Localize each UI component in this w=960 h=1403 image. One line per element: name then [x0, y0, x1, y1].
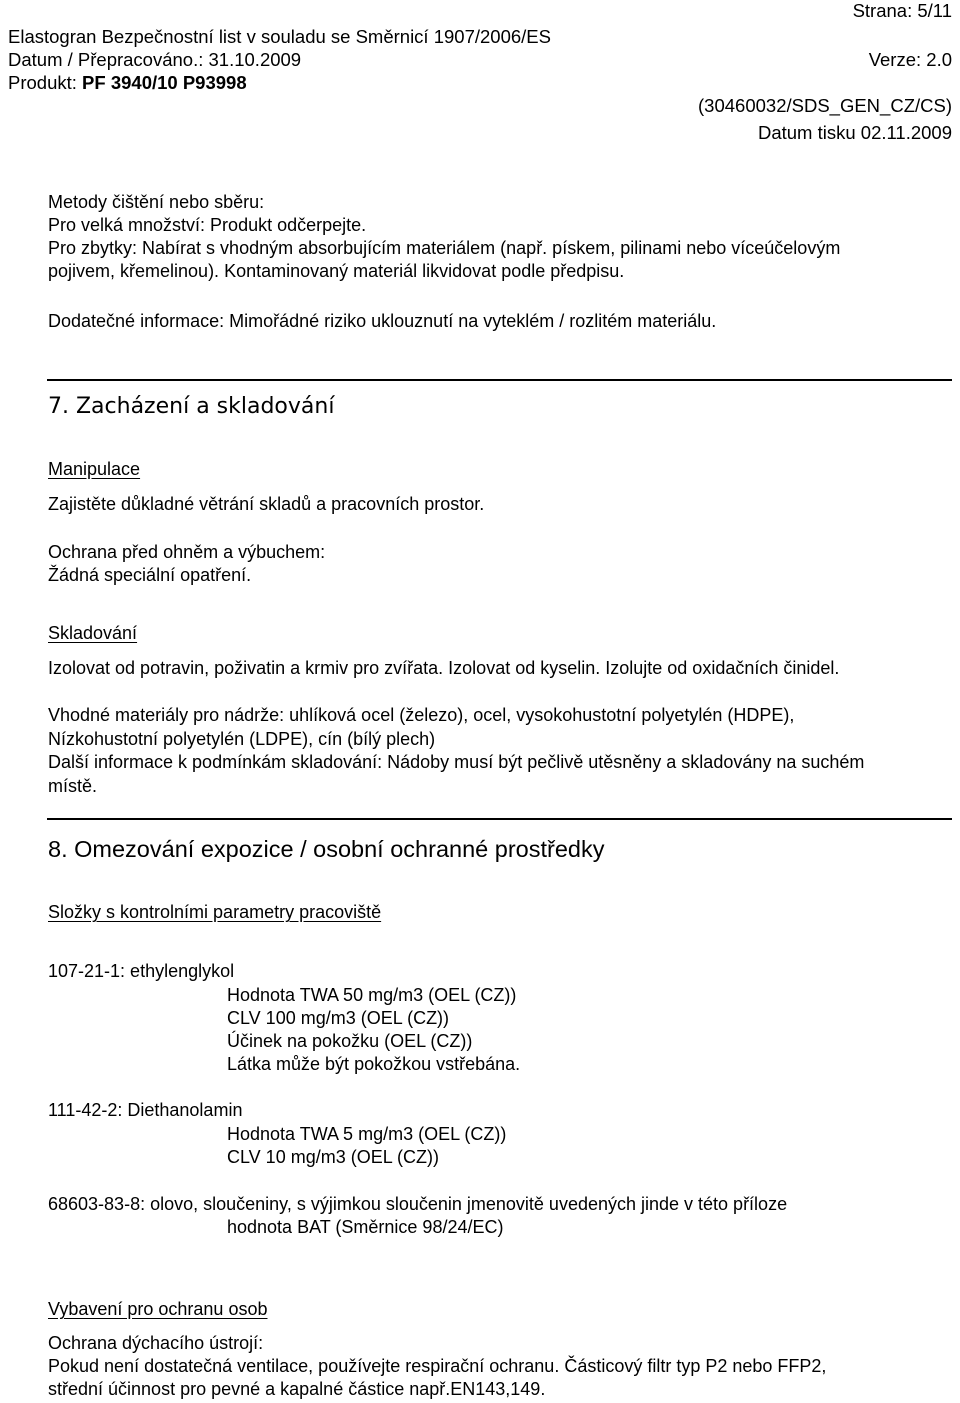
- substance-value: CLV 10 mg/m3 (OEL (CZ)): [227, 1147, 440, 1167]
- ppe-title: Vybavení pro ochranu osob: [48, 1299, 268, 1319]
- substance-name: 111-42-2: Diethanolamin: [48, 1100, 243, 1120]
- substance-value: CLV 100 mg/m3 (OEL (CZ)): [227, 1008, 450, 1028]
- materials-line-1: Vhodné materiály pro nádrže: uhlíková ocel (železo), ocel, vysokohustotní polyetylén (HDPE),: [48, 705, 795, 725]
- product-line: [8, 74, 247, 93]
- substance-value: Hodnota TWA 50 mg/m3 (OEL (CZ)): [227, 985, 517, 1005]
- respiratory-text-line-2: střední účinnost pro pevné a kapalné částice např.EN143,149.: [48, 1379, 546, 1399]
- cleanup-residue-line-1: Pro zbytky: Nabírat s vhodným absorbujícím materiálem (např. pískem, pilinami nebo víceúčelovým: [48, 238, 841, 258]
- revision-date: Datum / Přepracováno.: 31.10.2009: [8, 49, 302, 70]
- respiratory-text-line-1: Pokud není dostatečná ventilace, používejte respirační ochranu. Částicový filtr typ P2 nebo FFP2,: [48, 1356, 827, 1376]
- version: Verze: 2.0: [868, 49, 952, 70]
- storage-title: Skladování: [48, 623, 138, 643]
- respiratory-title: Ochrana dýchacího ústrojí:: [48, 1333, 264, 1353]
- storage-text: Izolovat od potravin, poživatin a krmiv pro zvířata. Izolovat od kyselin. Izolujte od oxidačních činidel.: [48, 658, 840, 678]
- product-label: Produkt:: [8, 72, 83, 93]
- section-8-heading: 8. Omezování expozice / osobní ochranné prostředky: [48, 836, 605, 862]
- section-divider: [47, 818, 952, 820]
- substance-value: Účinek na pokožku (OEL (CZ)): [227, 1031, 473, 1051]
- cleanup-methods-title: Metody čištění nebo sběru:: [48, 192, 265, 212]
- handling-title: Manipulace: [48, 459, 141, 479]
- cleanup-extra-info: Dodatečné informace: Mimořádné riziko uklouznutí na vyteklém / rozlitém materiálu.: [48, 311, 717, 331]
- substance-value: Látka může být pokožkou vstřebána.: [227, 1054, 521, 1074]
- handling-text: Zajistěte důkladné větrání skladů a pracovních prostor.: [48, 494, 485, 514]
- components-title: Složky s kontrolními parametry pracoviště: [48, 902, 382, 922]
- fire-protection-title: Ochrana před ohněm a výbuchem:: [48, 542, 326, 562]
- substance-value: hodnota BAT (Směrnice 98/24/EC): [227, 1217, 504, 1237]
- cleanup-large-amounts: Pro velká množství: Produkt odčerpejte.: [48, 215, 367, 235]
- section-7-heading: 7. Zacházení a skladování: [48, 394, 335, 419]
- substance-name: 107-21-1: ethylenglykol: [48, 961, 235, 981]
- print-date: Datum tisku 02.11.2009: [757, 122, 952, 143]
- section-divider: [47, 379, 952, 381]
- product-value: PF 3940/10 P93998: [82, 72, 247, 93]
- substance-value: Hodnota TWA 5 mg/m3 (OEL (CZ)): [227, 1124, 507, 1144]
- storage-further-line-2: místě.: [48, 776, 98, 796]
- document-title: Elastogran Bezpečnostní list v souladu se Směrnicí 1907/2006/ES: [8, 26, 551, 47]
- fire-protection-text: Žádná speciální opatření.: [48, 565, 252, 585]
- materials-line-2: Nízkohustotní polyetylén (LDPE), cín (bílý plech): [48, 729, 436, 749]
- page-number: Strana: 5/11: [852, 0, 952, 21]
- substance-name: 68603-83-8: olovo, sloučeniny, s výjimkou sloučenin jmenovitě uvedených jinde v této příloze: [48, 1194, 788, 1214]
- document-code: (30460032/SDS_GEN_CZ/CS): [698, 95, 952, 116]
- storage-further-line-1: Další informace k podmínkám skladování: Nádoby musí být pečlivě utěsněny a skladovány na suchém: [48, 752, 865, 772]
- cleanup-residue-line-2: pojivem, křemelinou). Kontaminovaný materiál likvidovat podle předpisu.: [48, 261, 625, 281]
